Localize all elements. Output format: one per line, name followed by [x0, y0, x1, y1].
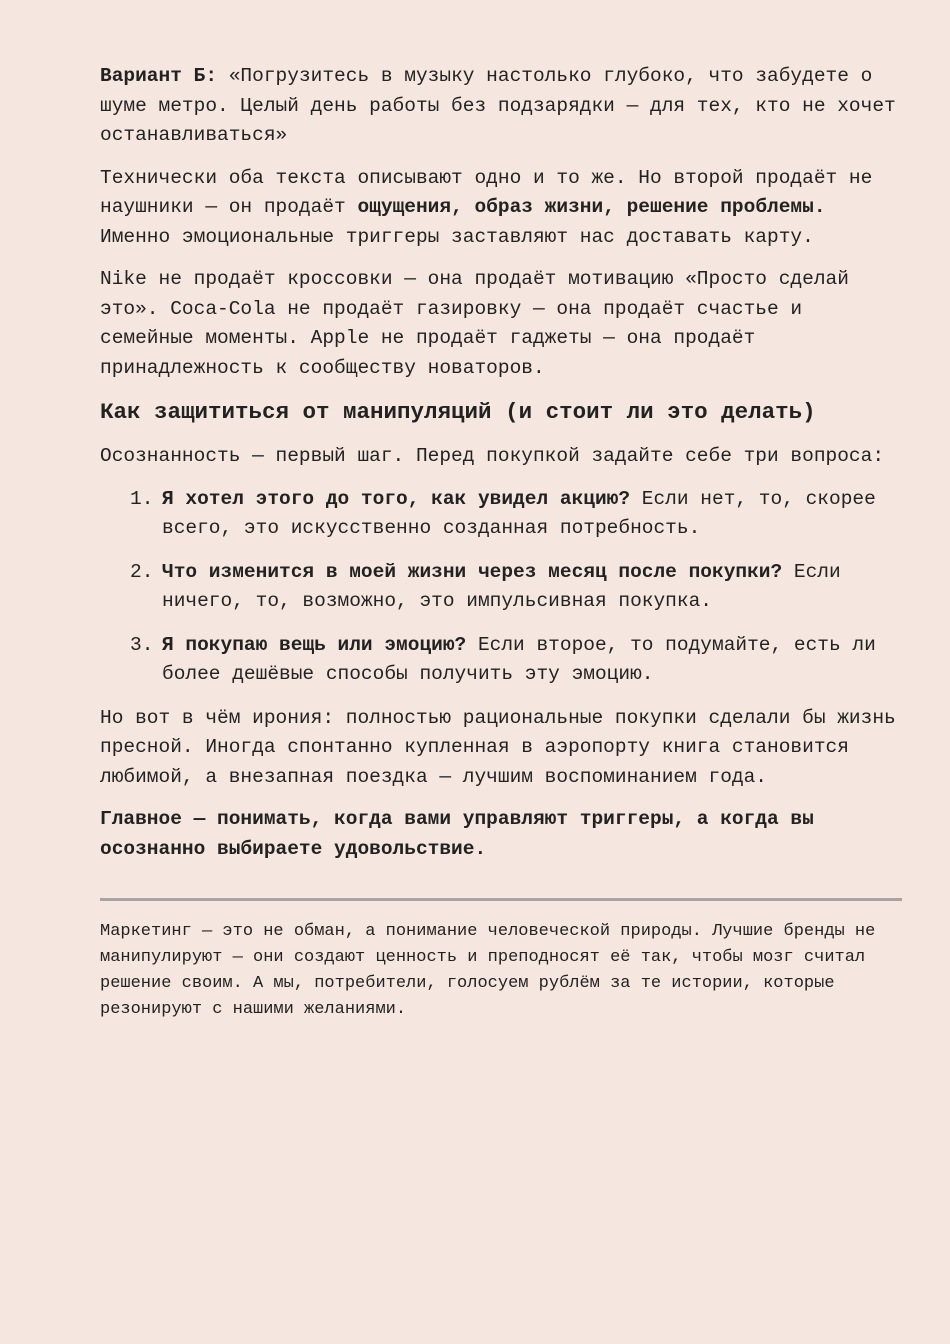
list-item — [100, 485, 902, 544]
list-item-question: Что изменится в моей жизни через месяц после покупки? — [162, 560, 783, 583]
irony-paragraph: Но вот в чём ирония: полностью рациональные покупки сделали бы жизнь пресной. Иногда спонтанно купленная в аэропорту книга становится любимой, а внезапная поездка — лучшим воспоминанием года. — [100, 706, 896, 788]
questions-list — [100, 485, 902, 690]
technically-paragraph — [100, 164, 902, 253]
list-item-text: Если второе, то подумайте, есть ли более дешёвые способы получить эту эмоцию. — [162, 633, 876, 685]
list-item-number: 3. — [130, 633, 154, 656]
main-point-paragraph — [100, 805, 902, 864]
variant-b-paragraph — [100, 62, 902, 151]
list-item-question: Я покупаю вещь или эмоцию? — [162, 633, 467, 656]
list-item — [100, 631, 902, 690]
technically-text-after: Именно эмоциональные триггеры заставляют нас доставать карту. — [100, 225, 814, 248]
list-item — [100, 558, 902, 617]
list-item-number: 1. — [130, 487, 154, 510]
main-point-text: Главное — понимать, когда вами управляют триггеры, а когда вы осознанно выбираете удовольствие. — [100, 808, 814, 860]
list-item-question: Я хотел этого до того, как увидел акцию? — [162, 487, 631, 510]
technically-text-before: Технически оба текста описывают одно и то же. Но второй продаёт не наушники — он продаёт — [100, 166, 873, 218]
list-item-text: Если ничего, то, возможно, это импульсивная покупка. — [162, 560, 841, 612]
section-heading: Как защититься от манипуляций (и стоит ли это делать) — [100, 399, 816, 425]
variant-b-text: «Погрузитесь в музыку настолько глубоко, что забудете о шуме метро. Целый день работы без подзарядки — для тех, кто не хочет останавливаться» — [100, 65, 896, 146]
footer-divider — [100, 898, 902, 901]
awareness-paragraph: Осознанность — первый шаг. Перед покупкой задайте себе три вопроса: — [100, 445, 885, 467]
technically-text-bold: ощущения, образ жизни, решение проблемы. — [357, 196, 826, 218]
list-item-number: 2. — [130, 560, 154, 583]
footer-note: Маркетинг — это не обман, а понимание человеческой природы. Лучшие бренды не манипулируют — они создают ценность и преподносят её так, чтобы мозг считал решение своим. А мы, потребители, голосуем рублём за те истории, которые резонируют с нашими желаниями. — [100, 922, 876, 1019]
variant-b-label: Вариант Б: — [100, 65, 218, 87]
brands-paragraph: Nike не продаёт кроссовки — она продаёт мотивацию «Просто сделай это». Coca-Cola не продаёт газировку — она продаёт счастье и семейные моменты. Apple не продаёт гаджеты — она продаёт принадлежность к сообществу новаторов. — [100, 268, 849, 379]
list-item-text: Если нет, то, скорее всего, это искусственно созданная потребность. — [162, 487, 876, 539]
